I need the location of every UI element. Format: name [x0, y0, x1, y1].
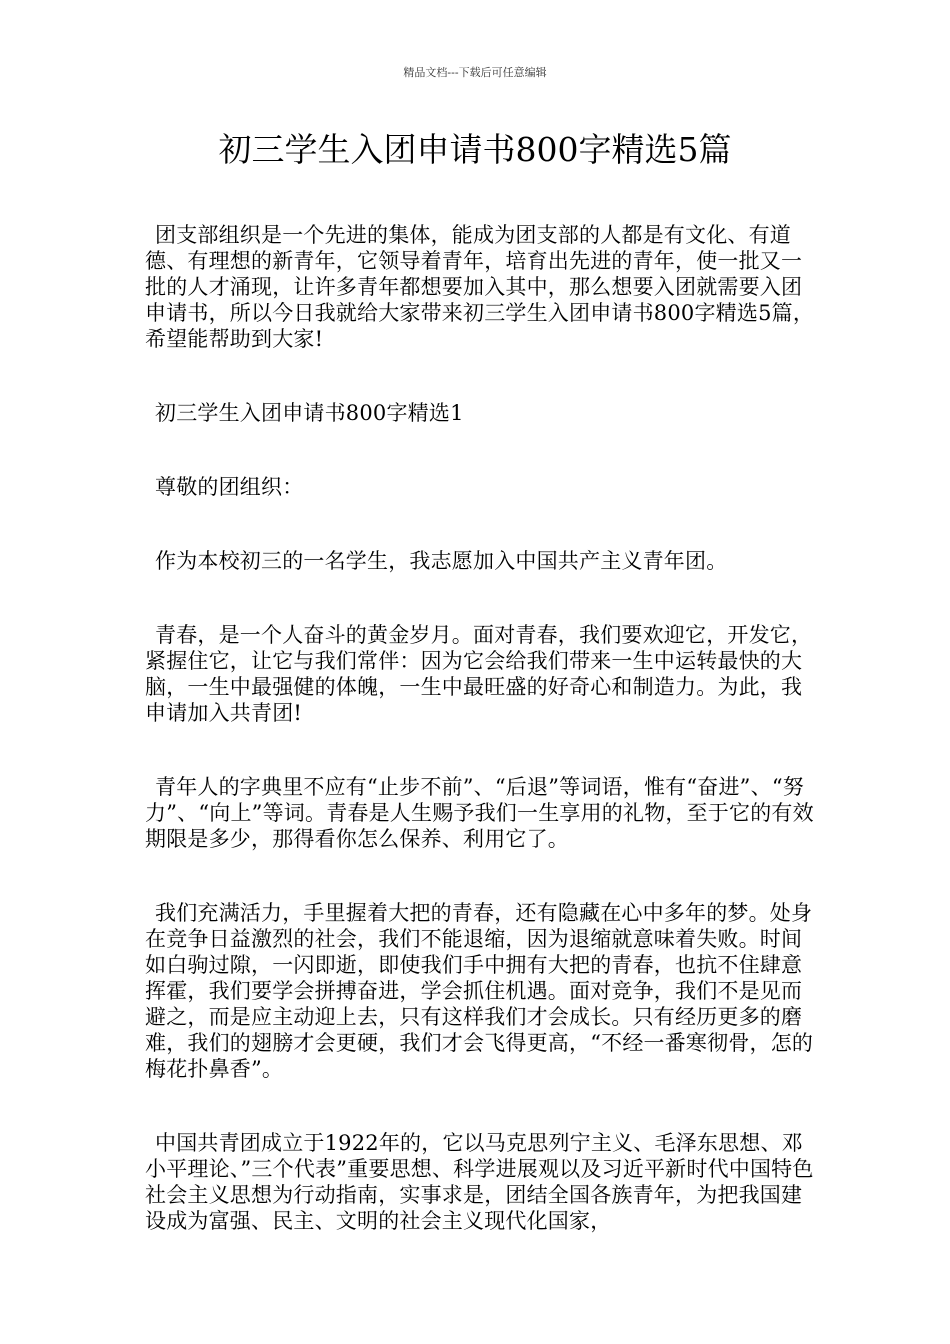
body-paragraph: 青年人的字典里不应有“止步不前”、“后退”等词语，惟有“奋进”、“努力”、“向上”等词。青春是人生赐予我们一生享用的礼物，至于它的有效期限是多少，那得看你怎么保养、利用它了。 [145, 775, 814, 851]
document-title: 初三学生入团申请书800字精选5篇 [218, 130, 732, 169]
body-paragraph: 青春，是一个人奋斗的黄金岁月。面对青春，我们要欢迎它，开发它，紧握住它，让它与我们常伴：因为它会给我们带来一生中运转最快的大脑，一生中最强健的体魄，一生中最旺盛的好奇心和制造力。为此，我申请加入共青团! [145, 623, 813, 725]
body-paragraph: 中国共青团成立于1922年的，它以马克思列宁主义、毛泽东思想、邓小平理论、”三个代表”重要思想、科学进展观以及习近平新时代中国特色社会主义思想为行动指南，实事求是，团结全国各族青年，为把我国建设成为富强、民主、文明的社会主义现代化国家， [145, 1131, 814, 1233]
body-paragraph: 我们充满活力，手里握着大把的青春，还有隐藏在心中多年的梦。处身在竞争日益激烈的社会，我们不能退缩，因为退缩就意味着失败。时间如白驹过隙，一闪即逝，即使我们手中拥有大把的青春，也抗不住肆意挥霍，我们要学会拼搏奋进，学会抓住机遇。面对竞争，我们不是见而避之，而是应主动迎上去，只有这样我们才会成长。只有经历更多的磨难，我们的翅膀才会更硬，我们才会飞得更高，“不经一番寒彻骨，怎的梅花扑鼻香”。 [145, 901, 814, 1081]
page-header-note: 精品文档---下载后可任意编辑 [403, 66, 547, 79]
section-heading: 初三学生入团申请书800字精选1 [155, 401, 464, 425]
document-body [145, 222, 820, 1282]
salutation: 尊敬的团组织： [155, 475, 304, 499]
intro-paragraph: 团支部组织是一个先进的集体，能成为团支部的人都是有文化、有道德、有理想的新青年，它领导着青年，培育出先进的青年，使一批又一批的人才涌现，让许多青年都想要加入其中，那么想要入团就需要入团申请书，所以今日我就给大家带来初三学生入团申请书800字精选5篇，希望能帮助到大家! [145, 223, 815, 351]
body-paragraph: 作为本校初三的一名学生，我志愿加入中国共产主义青年团。 [155, 549, 728, 573]
